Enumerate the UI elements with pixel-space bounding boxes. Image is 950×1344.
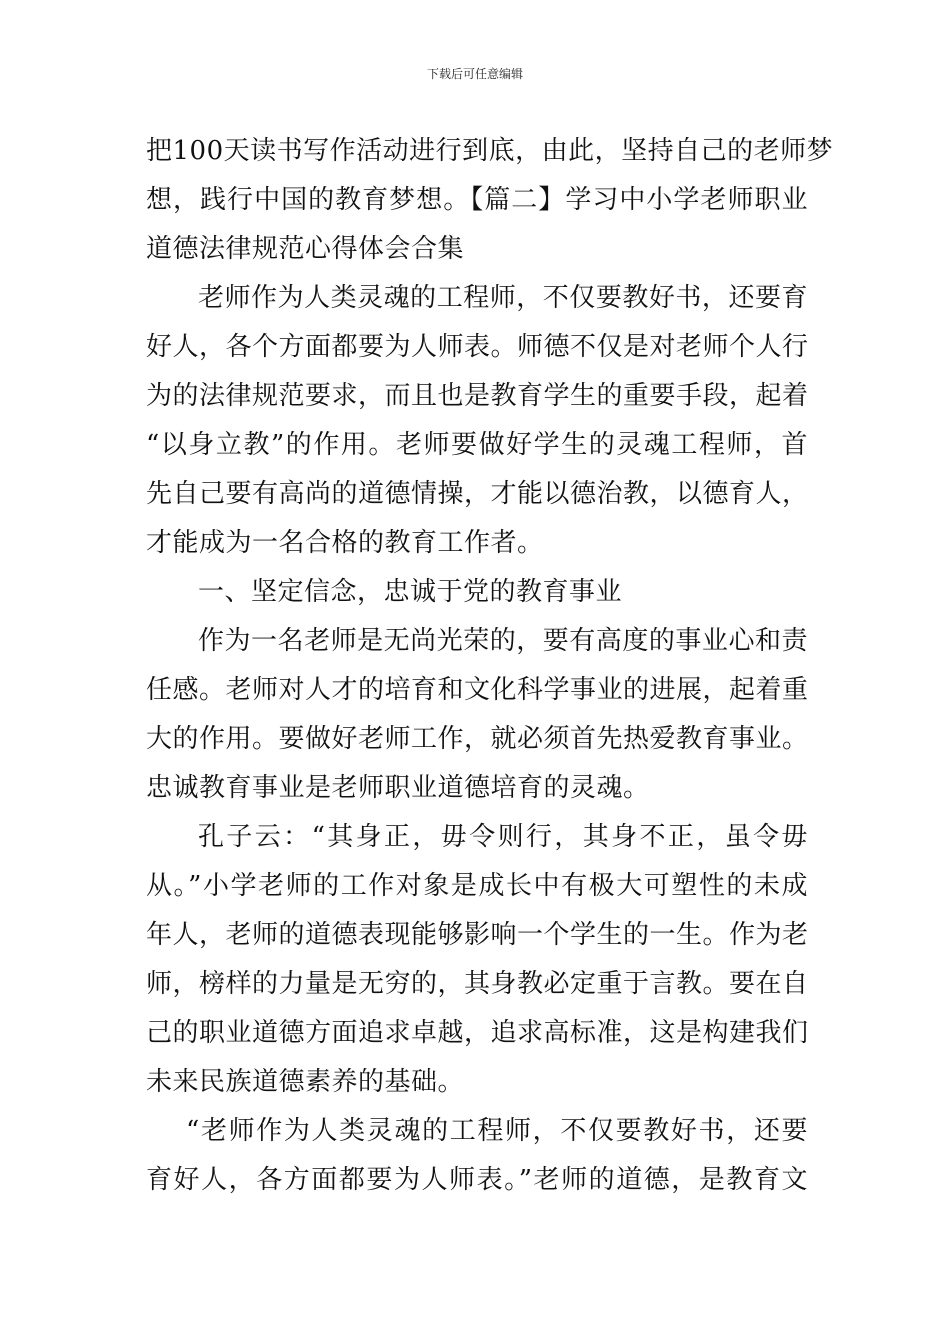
text-line: 老师作为人类灵魂的工程师，不仅要教好书，还要育 — [198, 283, 808, 313]
text-line: 大的作用。要做好老师工作，就必须首先热爱教育事业。 — [146, 724, 809, 754]
text-line: 师，榜样的力量是无穷的，其身教必定重于言教。要在自 — [146, 969, 809, 999]
text-line: “老师作为人类灵魂的工程师，不仅要教好书，还要 — [186, 1116, 808, 1146]
text-line: 作为一名老师是无尚光荣的，要有高度的事业心和责 — [198, 626, 808, 656]
text-line: 道德法律规范心得体会合集 — [146, 234, 465, 264]
text-line: 忠诚教育事业是老师职业道德培育的灵魂。 — [146, 773, 650, 803]
text-line: 年人，老师的道德表现能够影响一个学生的一生。作为老 — [146, 920, 809, 950]
text-line: 把100天读书写作活动进行到底，由此，坚持自己的老师梦 — [146, 136, 834, 166]
text-line: 孔子云：“其身正，毋令则行，其身不正，虽令毋 — [198, 822, 808, 852]
section-heading: 一、坚定信念，忠诚于党的教育事业 — [198, 577, 623, 607]
page-header: 下载后可任意编辑 — [426, 67, 523, 81]
document-body — [146, 127, 834, 1205]
text-line: 从。”小学老师的工作对象是成长中有极大可塑性的未成 — [146, 871, 808, 901]
text-line: 任感。老师对人才的培育和文化科学事业的进展，起着重 — [146, 675, 809, 705]
text-line: 未来民族道德素养的基础。 — [146, 1067, 465, 1097]
text-line: 好人，各个方面都要为人师表。师德不仅是对老师个人行 — [146, 332, 809, 362]
text-line: 先自己要有高尚的道德情操，才能以德治教，以德育人， — [146, 479, 809, 509]
text-line: 育好人，各方面都要为人师表。”老师的道德，是教育文 — [146, 1165, 808, 1195]
text-line: “以身立教”的作用。老师要做好学生的灵魂工程师，首 — [146, 430, 808, 460]
text-line: 想，践行中国的教育梦想。【篇二】学习中小学老师职业 — [146, 185, 808, 215]
text-line: 己的职业道德方面追求卓越，追求高标准，这是构建我们 — [146, 1018, 809, 1048]
text-line: 才能成为一名合格的教育工作者。 — [146, 528, 544, 558]
text-line: 为的法律规范要求，而且也是教育学生的重要手段，起着 — [146, 381, 809, 411]
